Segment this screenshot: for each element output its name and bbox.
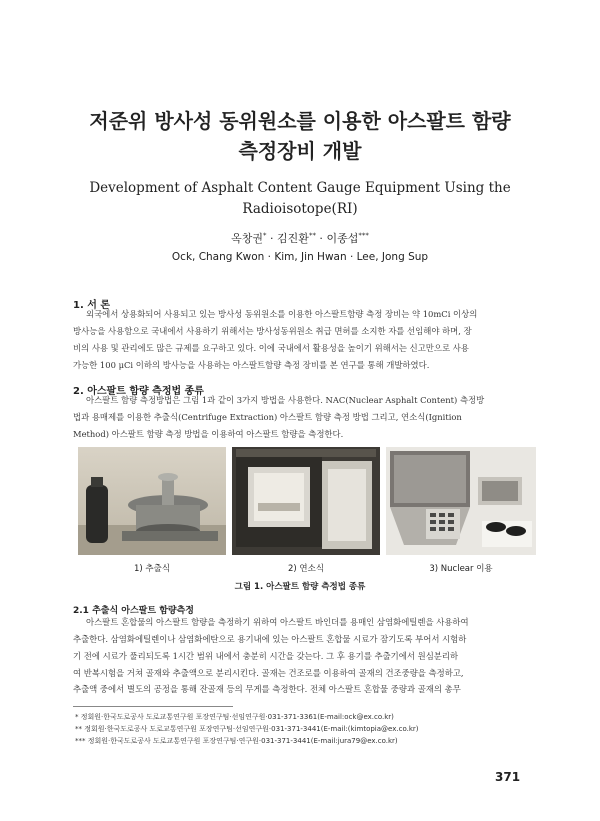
text-line: 아스팔트 혼합물의 아스팔트 함량을 측정하기 위하여 아스팔트 바인더를 용매인 삼염화에틸렌을 사용하여 bbox=[86, 617, 469, 627]
text-line: 추출액 중에서 별도의 공정을 통해 잔골재 등의 무게를 측정한다. 전체 아스팔트 혼합물 중량과 골재의 총무 bbox=[73, 684, 461, 695]
text-line: 법과 용매제를 이용한 추출식(Centrifuge Extraction) 아스팔트 함량 측정 방법 그리고, 연소식(Ignition bbox=[73, 412, 462, 422]
authors-english: Ock, Chang Kwon · Kim, Jin Hwan · Lee, Jong Sup bbox=[171, 251, 429, 263]
figure-title: 그림 1. 아스팔트 함량 측정법 종류 bbox=[234, 582, 366, 592]
figure-caption-3: 3) Nuclear 이용 bbox=[429, 564, 493, 574]
text-line: 방사능을 사용함으로 국내에서 사용하기 위해서는 방사성동위원소 취급 면허를 소지한 자를 선임해야 하며, 장 bbox=[73, 326, 472, 336]
footnote-1: * 정회원·한국도로공사 도로교통연구원 포장연구팀·선임연구원·031-371-3361(E-mail:ock@ex.co.kr) bbox=[75, 713, 394, 721]
english-title-line-2: Radioisotope(RI) bbox=[242, 201, 358, 217]
english-title bbox=[0, 178, 600, 220]
author-separator: · bbox=[315, 232, 327, 245]
section-2-body bbox=[86, 392, 529, 409]
korean-title-line-1: 저준위 방사성 동위원소를 이용한 아스팔트 함량 bbox=[89, 109, 511, 133]
authors-korean bbox=[0, 230, 600, 246]
text-line: 기 전에 시료가 풀리되도록 1시간 범위 내에서 충분히 시간을 갖는다. 그 후 용기를 추출기에서 원심분리하 bbox=[73, 650, 459, 661]
author-1: 옥창권 bbox=[231, 232, 264, 245]
author-1-mark: * bbox=[263, 231, 267, 240]
footnote-3: *** 정회원·한국도로공사 도로교통연구원 포장연구팀·연구원·031-371-3441(E-mail:jura79@ex.co.kr) bbox=[75, 737, 398, 745]
section-1-heading: 1. 서 론 bbox=[73, 300, 111, 311]
section-1-body bbox=[86, 306, 529, 323]
photo-nuclear-gauge bbox=[386, 447, 536, 555]
author-3: 이종섭 bbox=[326, 232, 359, 245]
text-line: 비의 사용 및 관리에도 많은 규제를 요구하고 있다. 이에 국내에서 활용성을 높이기 위해서는 신고만으로 사용 bbox=[73, 342, 469, 353]
author-separator: · bbox=[266, 232, 278, 245]
footnote-2: ** 정회원·한국도로공사 도로교통연구원 포장연구팀·선임연구원·031-371-3441(E-mail:(kimtopia@ex.co.kr) bbox=[75, 725, 419, 733]
korean-title bbox=[0, 106, 600, 166]
text-line: 추출한다. 삼염화에틸렌이나 삼염화에탄으로 용기내에 있는 아스팔트 혼합물 시료가 잠기도록 부어서 시험하 bbox=[73, 634, 467, 644]
text-line: 여 반복시험을 거쳐 골재와 추출액으로 분리시킨다. 골재는 건조로를 이용하여 골재의 건조중량을 측정하고, bbox=[73, 667, 464, 678]
subsection-2-1-heading: 2.1 추출식 아스팔트 함량측정 bbox=[73, 606, 194, 616]
photo-centrifuge-extractor bbox=[78, 447, 226, 555]
english-title-line-1: Development of Asphalt Content Gauge Equipment Using the bbox=[89, 180, 511, 196]
page-number: 371 bbox=[495, 770, 521, 784]
text-line: 아스팔트 함량 측정방법은 그림 1과 같이 3가지 방법을 사용한다. NAC(Nuclear Asphalt Content) 측정방 bbox=[86, 395, 485, 405]
figure-caption-1: 1) 추출식 bbox=[133, 564, 171, 574]
photo-ignition-furnace bbox=[232, 447, 380, 555]
section-2-body-cont bbox=[73, 409, 529, 443]
text-line: 가능한 100 μCi 이하의 방사능을 사용하는 아스팔트함량 측정 장비를 본 연구를 통해 개발하였다. bbox=[73, 359, 430, 370]
footnote-divider bbox=[73, 706, 233, 707]
author-2: 김진환 bbox=[277, 232, 309, 245]
text-line: Method) 아스팔트 함량 측정 방법을 이용하여 아스팔트 함량을 측정한다. bbox=[73, 428, 344, 439]
section-2-heading: 2. 아스팔트 함량 측정법 종류 bbox=[73, 386, 204, 397]
author-2-mark: ** bbox=[308, 231, 316, 240]
figure-caption-2: 2) 연소식 bbox=[287, 564, 325, 574]
text-line: 외국에서 상용화되어 사용되고 있는 방사성 동위원소를 이용한 아스팔트함량 측정 장비는 약 10mCi 이상의 bbox=[86, 309, 478, 319]
subsection-2-1-body-cont bbox=[73, 631, 529, 698]
korean-title-line-2: 측정장비 개발 bbox=[238, 139, 362, 163]
subsection-2-1-body bbox=[86, 614, 529, 631]
author-3-mark: *** bbox=[358, 231, 369, 240]
section-1-body-cont bbox=[73, 323, 529, 373]
